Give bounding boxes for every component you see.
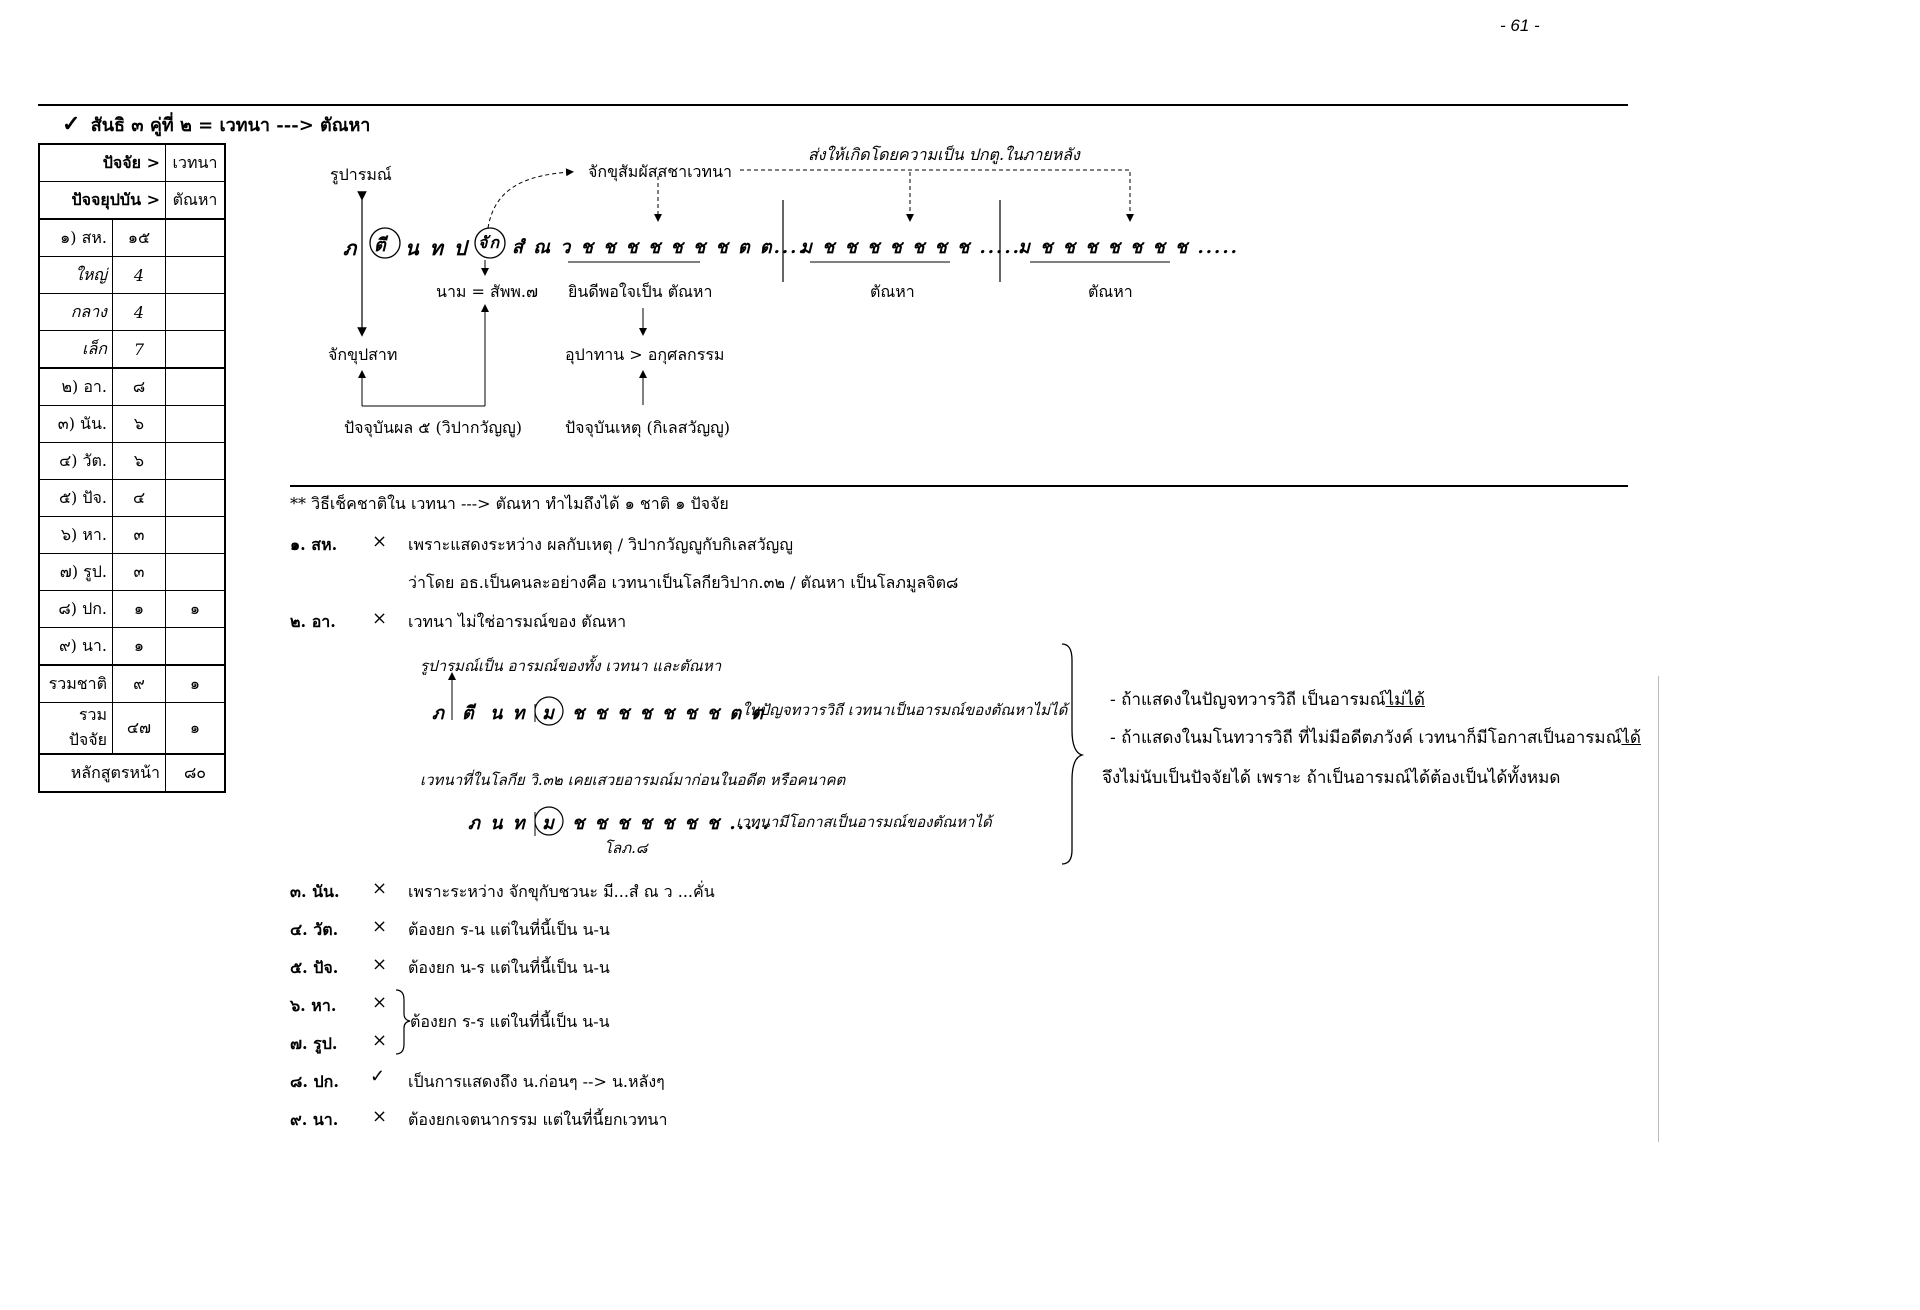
remark-1-text: - ถ้าแสดงในปัญจทวารวิถี เป็นอารมณ์ bbox=[1110, 690, 1386, 710]
row-count: 4 bbox=[113, 257, 166, 294]
cross-icon: × bbox=[372, 954, 388, 975]
row-name: ๕) ปัจ. bbox=[39, 480, 113, 517]
rupa-label: รูปารมณ์ bbox=[330, 165, 392, 184]
row-name: ๑) สห. bbox=[39, 219, 113, 257]
nam-label: นาม = สัพพ.๗ bbox=[436, 282, 539, 301]
sequence-tail: สํ ณ ว ช ช ช ช ช ช ช ต ต.... bbox=[512, 237, 807, 258]
cakkhu-pasada-label: จักขุปสาท bbox=[328, 345, 398, 364]
row-count: ๔ bbox=[113, 480, 166, 517]
footer-value: ๘๐ bbox=[166, 754, 226, 792]
total-value: ๑ bbox=[166, 703, 226, 755]
total-count: ๙ bbox=[113, 665, 166, 703]
row-name: ๓) นัน. bbox=[39, 406, 113, 443]
header-value: เวทนา bbox=[166, 144, 226, 182]
upadana-label: อุปาทาน > อกุศลกรรม bbox=[565, 345, 725, 364]
note-number: ๔. วัต. bbox=[290, 920, 339, 939]
row-count: ๑๕ bbox=[113, 219, 166, 257]
row-count: ๑ bbox=[113, 628, 166, 666]
header-label: ปัจจยุปบัน > bbox=[39, 182, 166, 220]
sequence-start: ภ bbox=[343, 236, 359, 260]
remark-2 bbox=[1110, 724, 1641, 751]
note-text-cont: ว่าโดย อธ.เป็นคนละอย่างคือ เวทนาเป็นโลกียวิปาก.๓๒ / ตัณหา เป็นโลภมูลจิต๘ bbox=[408, 573, 959, 592]
row-count: ๖ bbox=[113, 406, 166, 443]
total-name: รวมชาติ bbox=[39, 665, 113, 703]
note-number: ๖. หา. bbox=[290, 996, 337, 1015]
cross-icon: × bbox=[372, 531, 388, 552]
sub-line-1: รูปารมณ์เป็น อารมณ์ของทั้ง เวทนา และตัณหา bbox=[420, 657, 722, 675]
yindee-label: ยินดีพอใจเป็น ตัณหา bbox=[568, 282, 713, 301]
sub-seq2-a: ภ น ท bbox=[468, 813, 527, 834]
note-number: ๙. นา. bbox=[290, 1110, 339, 1129]
cross-icon: × bbox=[372, 1030, 388, 1051]
row-count: ๓ bbox=[113, 517, 166, 554]
row-name: กลาง bbox=[39, 294, 113, 331]
total-count: ๔๗ bbox=[113, 703, 166, 755]
row-name: ๗) รูป. bbox=[39, 554, 113, 591]
total-name: รวมปัจจัย bbox=[39, 703, 113, 755]
sequence-ti: ตี bbox=[374, 235, 388, 256]
row-name: ๘) ปก. bbox=[39, 591, 113, 628]
note-number: ๓. นัน. bbox=[290, 882, 340, 901]
check-icon: ✓ bbox=[370, 1066, 386, 1087]
sub-seq-b: ตี bbox=[462, 703, 476, 724]
sequence-jak: จัก bbox=[478, 233, 502, 252]
note-number: ๘. ปก. bbox=[290, 1072, 339, 1091]
row-count: 4 bbox=[113, 294, 166, 331]
remark-2-underlined: ได้ bbox=[1621, 728, 1641, 748]
note-text: เพราะแสดงระหว่าง ผลกับเหตุ / วิปากวัญญูกับกิเลสวัญญู bbox=[408, 535, 793, 554]
cross-icon: × bbox=[372, 916, 388, 937]
hetu-label: ปัจจุบันเหตุ (กิเลสวัญญู) bbox=[565, 418, 730, 437]
row-name: ๙) นา. bbox=[39, 628, 113, 666]
sequence-3: ม ช ช ช ช ช ช ช ..... bbox=[1018, 237, 1239, 258]
row-count: 7 bbox=[113, 331, 166, 369]
sub-seq-c: น ท bbox=[490, 703, 527, 724]
header-label: ปัจจัย > bbox=[39, 144, 166, 182]
sub-seq2-m: ม bbox=[542, 813, 556, 834]
phala-label: ปัจจุบันผล ๕ (วิปากวัญญู) bbox=[344, 418, 523, 437]
note-number: ๗. รูป. bbox=[290, 1034, 338, 1053]
right-separator bbox=[1658, 676, 1659, 1142]
brace-note-text: ต้องยก ร-ร แต่ในที่นี้เป็น น-น bbox=[410, 1012, 610, 1031]
section-title-text: สันธิ ๓ คู่ที่ ๒ = เวทนา ---> ตัณหา bbox=[90, 115, 371, 136]
sub-seq-m: ม bbox=[542, 703, 556, 724]
sequence-2: ม ช ช ช ช ช ช ช ..... bbox=[800, 237, 1021, 258]
remark-3: จึงไม่นับเป็นปัจจัยได้ เพราะ ถ้าเป็นอารมณ์ได้ต้องเป็นได้ทั้งหมด bbox=[1102, 768, 1561, 788]
sub-note-2: เวทนามีโอกาสเป็นอารมณ์ของตัณหาได้ bbox=[736, 813, 992, 831]
header-value: ตัณหา bbox=[166, 182, 226, 220]
total-value: ๑ bbox=[166, 665, 226, 703]
sub-line-2: เวทนาที่ในโลกีย วิ.๓๒ เคยเสวยอารมณ์มาก่อนในอดีต หรือคนาคต bbox=[420, 771, 846, 789]
sub-seq-a: ภ bbox=[432, 703, 446, 724]
footer-name: หลักสูตรหน้า bbox=[39, 754, 166, 792]
note-number: ๕. ปัจ. bbox=[290, 958, 339, 977]
row-name: เล็ก bbox=[39, 331, 113, 369]
page-number: - 61 - bbox=[1500, 16, 1540, 35]
remark-1 bbox=[1110, 686, 1425, 713]
row-name: ใหญ่ bbox=[39, 257, 113, 294]
tanha-label-2: ตัณหา bbox=[1088, 282, 1133, 301]
row-count: ๑ bbox=[113, 591, 166, 628]
remark-2-text: - ถ้าแสดงในมโนทวารวิถี ที่ไม่มีอดีตภวังค์ เวทนาก็มีโอกาสเป็นอารมณ์ bbox=[1110, 728, 1622, 748]
cross-icon: × bbox=[372, 992, 388, 1013]
cross-icon: × bbox=[372, 608, 388, 629]
arrow-note-label: ส่งให้เกิดโดยความเป็น ปกตู.ในภายหลัง bbox=[808, 145, 1080, 164]
note-text: เป็นการแสดงถึง น.ก่อนๆ --> น.หลังๆ bbox=[408, 1072, 665, 1091]
row-name: ๒) อา. bbox=[39, 368, 113, 406]
row-value: ๑ bbox=[166, 591, 226, 628]
sequence-mid: น ท ป bbox=[405, 236, 469, 260]
row-count: ๓ bbox=[113, 554, 166, 591]
tanha-label-1: ตัณหา bbox=[870, 282, 915, 301]
cakkhu-vedana-label: จักขุสัมผัสสชาเวทนา bbox=[588, 162, 732, 181]
note-text: ต้องยกเจตนากรรม แต่ในที่นี้ยกเวทนา bbox=[408, 1110, 668, 1129]
cross-icon: × bbox=[372, 1106, 388, 1127]
sub-seq2-d: ช ช ช ช ช ช ช ..... bbox=[572, 813, 771, 834]
row-name: ๔) วัต. bbox=[39, 443, 113, 480]
lokh-label: โลภ.๘ bbox=[604, 839, 648, 857]
remark-1-underlined: ไม่ได้ bbox=[1385, 690, 1425, 710]
row-count: ๘ bbox=[113, 368, 166, 406]
notes-heading: ** วิธีเช็คชาติใน เวทนา ---> ตัณหา ทำไมถึงได้ ๑ ชาติ ๑ ปัจจัย bbox=[290, 494, 729, 513]
note-text: เวทนา ไม่ใช่อารมณ์ของ ตัณหา bbox=[408, 612, 627, 631]
row-name: ๖) หา. bbox=[39, 517, 113, 554]
check-icon: ✓ bbox=[62, 111, 81, 137]
note-text: ต้องยก ร-น แต่ในที่นี้เป็น น-น bbox=[408, 920, 610, 939]
note-text: เพราะระหว่าง จักขุกับชวนะ มี...สํ ณ ว ...คั่น bbox=[408, 882, 715, 901]
note-number: ๒. อา. bbox=[290, 612, 336, 631]
sub-note-1: ในปัญจทวารวิถี เวทนาเป็นอารมณ์ของตัณหาไม่ได้ bbox=[742, 701, 1068, 719]
note-number: ๑. สห. bbox=[290, 535, 338, 554]
sub-seq-d: ช ช ช ช ช ช ช ต ต bbox=[572, 703, 766, 724]
cross-icon: × bbox=[372, 878, 388, 899]
row-count: ๖ bbox=[113, 443, 166, 480]
note-text: ต้องยก น-ร แต่ในที่นี้เป็น น-น bbox=[408, 958, 610, 977]
